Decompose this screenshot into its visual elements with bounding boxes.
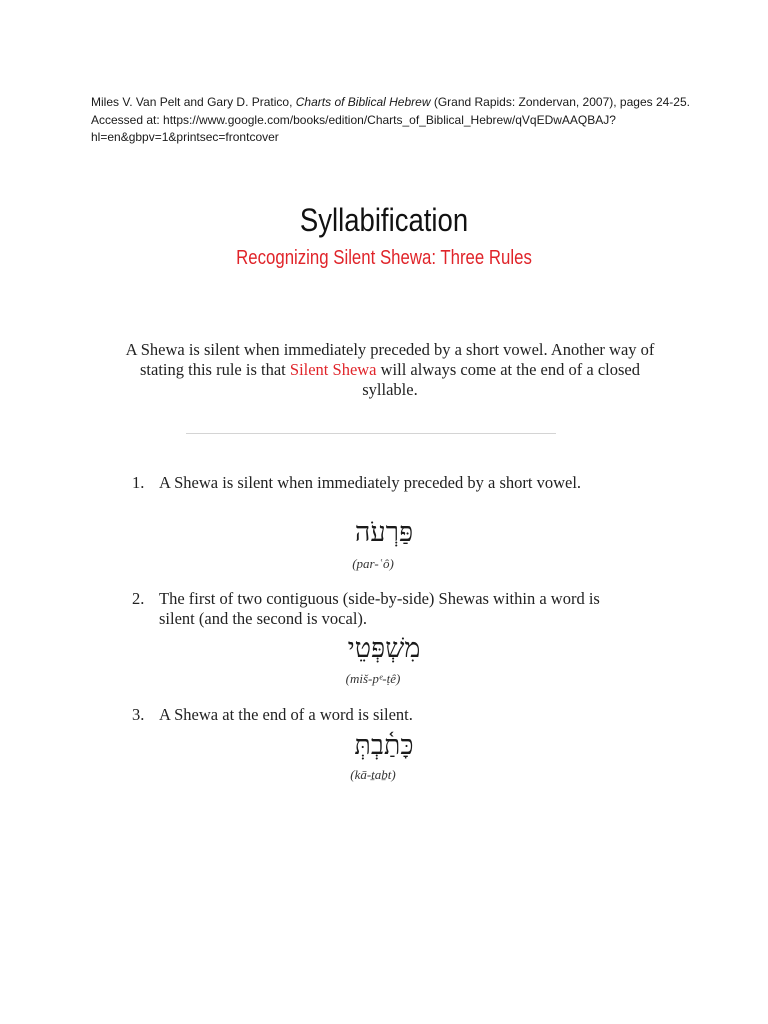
rule-1-transliteration: (par-ʿô)	[352, 556, 394, 571]
citation	[91, 94, 691, 147]
silent-shewa-highlight: Silent Shewa	[289, 360, 377, 379]
rule-1	[132, 473, 602, 493]
rule-3	[132, 705, 602, 725]
section-divider	[186, 433, 556, 434]
intro-paragraph	[120, 340, 660, 400]
citation-book-title: Charts of Biblical Hebrew	[295, 95, 431, 109]
citation-authors: Miles V. Van Pelt and Gary D. Pratico,	[91, 95, 296, 109]
rule-number: 1.	[132, 473, 145, 492]
intro-line-2-start: Another way of stating this rule is that	[140, 340, 655, 379]
rule-3-transliteration: (kā-ṯaḇt)	[350, 767, 396, 782]
rule-2	[132, 589, 602, 629]
rule-2-hebrew-word: מִשְׁפְּטֵי	[347, 633, 421, 664]
rule-1-hebrew-word: פַּרְעֹה	[354, 517, 414, 548]
rule-text: The first of two contiguous (side-by-side) Shewas within a word is silent (and the second is vocal).	[159, 589, 600, 628]
rule-number: 3.	[132, 705, 145, 724]
rule-text: A Shewa at the end of a word is silent.	[159, 705, 413, 724]
page-title: Syllabification	[299, 202, 469, 238]
page-subtitle: Recognizing Silent Shewa: Three Rules	[236, 247, 532, 269]
rule-text: A Shewa is silent when immediately preceded by a short vowel.	[159, 473, 582, 492]
rule-3-hebrew-word: כָּתַ֫בְתְּ	[354, 730, 414, 761]
citation-publisher: (Grand Rapids: Zondervan, 2007), pages 24-25. Accessed at: https://www.google.com/books/edition/Charts_of_Biblical_Hebrew/qVqEDwAAQBAJ?hl=en&gbpv=1&printsec=frontcover	[91, 95, 690, 144]
rule-number: 2.	[132, 589, 145, 608]
intro-line-2-end: will always come at the end of a closed syllable.	[362, 360, 640, 399]
rule-2-transliteration: (miš-pᵉ-ṭê)	[345, 671, 401, 686]
intro-line-1: A Shewa is silent when immediately preceded by a short vowel.	[125, 340, 548, 359]
